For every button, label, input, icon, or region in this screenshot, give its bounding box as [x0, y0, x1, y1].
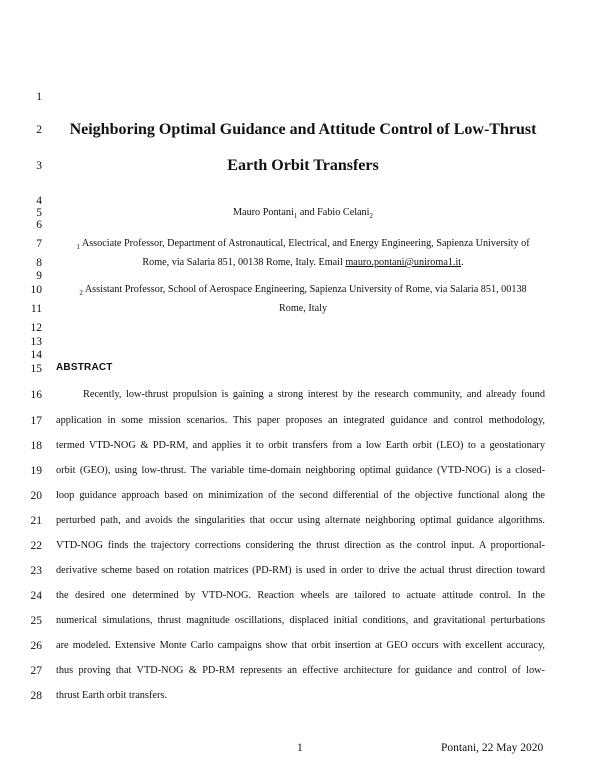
abstract-line: the desired one determined by VTD-NOG. Reaction wheels are tailored to actuate attitude control. In the — [56, 590, 545, 601]
abstract-line: VTD-NOG finds the trajectory corrections considering the thrust direction as the control input. A proportional- — [56, 540, 545, 551]
line-number: 14 — [30, 349, 42, 361]
abstract-line: loop guidance approach based on minimization of the second differential of the objective functional along the — [56, 490, 545, 501]
affiliation-text: . — [461, 257, 464, 268]
paper-title-line-1: Neighboring Optimal Guidance and Attitude Control of Low-Thrust — [69, 121, 537, 138]
affiliation-marker: 2 — [79, 289, 83, 298]
line-number: 15 — [30, 363, 42, 375]
line-number: 2 — [36, 124, 42, 136]
affiliation-text: Rome, via Salaria 851, 00138 Rome, Italy. Email — [142, 257, 346, 268]
affiliation-marker: 1 — [293, 212, 298, 221]
line-number: 3 — [36, 160, 42, 172]
paper-title-line-2: Earth Orbit Transfers — [227, 157, 379, 174]
affiliation-text: Assistant Professor, School of Aerospace Engineering, Sapienza University of Rome, via Salaria 851, 00138 — [82, 284, 527, 295]
line-number: 16 — [30, 389, 42, 401]
affiliation-2 — [40, 283, 566, 300]
line-number: 25 — [30, 615, 42, 627]
affiliation-text: Associate Professor, Department of Astronautical, Electrical, and Energy Engineering, Sapienza University of — [79, 238, 530, 249]
author-connector: and — [297, 207, 318, 218]
abstract-line: perturbed path, and avoids the singularities that occur using alternate neighboring optimal guidance algorithms. — [56, 515, 545, 526]
line-number: 13 — [30, 336, 42, 348]
line-number: 11 — [30, 303, 42, 315]
abstract-line: thrust Earth orbit transfers. — [56, 690, 167, 701]
line-number: 23 — [30, 565, 42, 577]
affiliation-2-cont: Rome, Italy — [278, 303, 328, 314]
affiliation-1 — [40, 237, 566, 254]
line-number: 9 — [36, 270, 42, 282]
author-name: Fabio Celani — [317, 207, 370, 218]
line-number: 8 — [36, 257, 42, 269]
affiliation-marker: 2 — [369, 212, 373, 221]
author-list — [60, 206, 546, 223]
line-number: 27 — [30, 665, 42, 677]
line-number: 20 — [30, 490, 42, 502]
line-number: 5 — [36, 207, 42, 219]
abstract-line: application in some mission scenarios. This paper proposes an integrated guidance and control methodology, — [56, 415, 545, 426]
line-number: 21 — [30, 515, 42, 527]
running-footer: Pontani, 22 May 2020 — [441, 742, 544, 754]
line-number: 1 — [36, 91, 42, 103]
line-number: 18 — [30, 440, 42, 452]
line-number: 28 — [30, 690, 42, 702]
line-number: 26 — [30, 640, 42, 652]
line-number: 10 — [30, 284, 42, 296]
abstract-line: thus proving that VTD-NOG & PD-RM represents an effective architecture for guidance and control of low- — [56, 665, 545, 676]
abstract-line: derivative scheme based on rotation matrices (PD-RM) is used in order to drive the actual thrust direction toward — [56, 565, 545, 576]
affiliation-1-cont — [60, 256, 546, 270]
line-number: 17 — [30, 415, 42, 427]
abstract-line: orbit (GEO), using low-thrust. The variable time-domain neighboring optimal guidance (VTD-NOG) is a closed- — [56, 465, 545, 476]
abstract-line: termed VTD-NOG & PD-RM, and applies it to orbit transfers from a low Earth orbit (LEO) to a geostationary — [56, 440, 545, 451]
line-number: 19 — [30, 465, 42, 477]
line-number: 12 — [30, 322, 42, 334]
line-number: 6 — [36, 219, 42, 231]
line-number: 7 — [36, 238, 42, 250]
line-number: 4 — [36, 195, 42, 207]
line-number: 22 — [30, 540, 42, 552]
email-link[interactable]: mauro.pontani@uniroma1.it — [345, 257, 462, 268]
abstract-line: numerical simulations, thrust magnitude oscillations, displaced initial conditions, and gravitational perturbations — [56, 615, 545, 626]
author-name: Mauro Pontani — [232, 207, 294, 218]
page-number: 1 — [297, 742, 303, 754]
abstract-line: are modeled. Extensive Monte Carlo campaigns show that orbit insertion at GEO occurs with excellent accuracy, — [56, 640, 545, 651]
affiliation-marker: 1 — [76, 243, 80, 252]
line-number: 24 — [30, 590, 42, 602]
abstract-heading: ABSTRACT — [56, 362, 113, 373]
abstract-line: Recently, low-thrust propulsion is gaining a strong interest by the research community, and already found — [83, 389, 545, 400]
